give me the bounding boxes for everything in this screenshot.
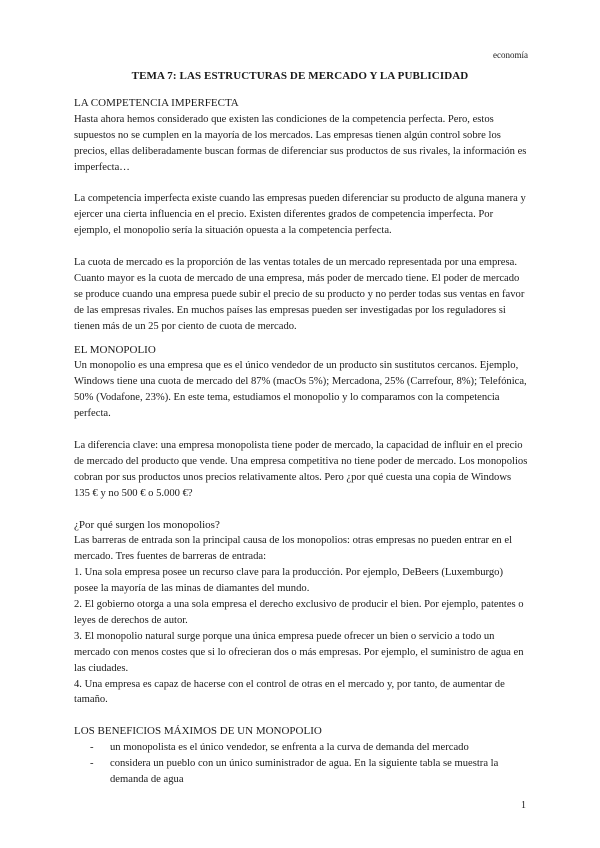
document-title: TEMA 7: LAS ESTRUCTURAS DE MERCADO Y LA PUBLICIDAD — [131, 70, 469, 82]
paragraph: La cuota de mercado es la proporción de las ventas totales de un mercado representada por una empresa. Cuanto mayor es la cuota de mercado de una empresa, más poder de mercado tiene. El poder de mercado se produce cuando una empresa puede subir el precio de su producto y no perder todas sus ventas en favor de las empresas rivales. En muchos países las empresas pueden ser investigadas por los reguladores si tienen más de un 25 por ciento de cuota de mercado. — [74, 257, 525, 332]
section-heading-surgen: ¿Por qué surgen los monopolios? — [74, 518, 220, 531]
section-heading-beneficios: LOS BENEFICIOS MÁXIMOS DE UN MONOPOLIO — [74, 725, 322, 738]
list-item: 2. El gobierno otorga a una sola empresa el derecho exclusivo de producir el bien. Por ejemplo, patentes o leyes de derechos de autor. — [74, 599, 524, 626]
page-number: 1 — [521, 800, 526, 811]
list-item: - considera un pueblo con un único suministrador de agua. En la siguiente tabla se muestra la demanda de agua — [74, 756, 528, 788]
subject-header: economía — [493, 50, 528, 60]
section-heading-monopolio: EL MONOPOLIO — [74, 343, 156, 356]
list-item: 1. Una sola empresa posee un recurso clave para la producción. Por ejemplo, DeBeers (Luxemburgo) posee la mayoría de las minas de diamantes del mundo. — [74, 567, 503, 595]
section-heading-competencia: LA COMPETENCIA IMPERFECTA — [74, 97, 239, 109]
paragraph: Las barreras de entrada son la principal causa de los monopolios: otras empresas no pueden entrar en el mercado. Tres fuentes de barreras de entrada: — [74, 535, 513, 563]
list-item: - un monopolista es el único vendedor, se enfrenta a la curva de demanda del mercado — [74, 740, 528, 756]
bullet-list — [74, 740, 528, 788]
paragraph: Hasta ahora hemos considerado que existen las condiciones de la competencia perfecta. Pero, estos supuestos no se cumplen en la mayoría de los mercados. Las empresas tienen algún control sobre los precios, ellas deliberadamente buscan formas de diferenciar sus productos de sus rivales, la información es imperfecta… — [74, 113, 527, 173]
list-item: 3. El monopolio natural surge porque una única empresa puede ofrecer un bien o servicio a todo un mercado con menos costes que si lo ofrecieran dos o más empresas. Por ejemplo, el suministro de agua en las ciudades. — [74, 630, 524, 674]
list-item: 4. Una empresa es capaz de hacerse con el control de otras en el mercado y, por tanto, de aumentar de tamaño. — [74, 678, 505, 706]
paragraph: La competencia imperfecta existe cuando las empresas pueden diferenciar su producto de alguna manera y ejercer una cierta influencia en el precio. Existen diferentes grados de competencia imperfecta. Por ejemplo, el monopolio sería la situación opuesta a la competencia perfecta. — [74, 193, 526, 237]
paragraph: Un monopolio es una empresa que es el único vendedor de un producto sin sustitutos cercanos. Ejemplo, Windows tiene una cuota de mercado del 87% (macOs 5%); Mercadona, 25% (Carrefour, 8%); Telefónica, 50% (Vodafone, 23%). En este tema, estudiamos el monopolio y lo comparamos con la competencia perfecta. — [74, 360, 527, 420]
paragraph: La diferencia clave: una empresa monopolista tiene poder de mercado, la capacidad de influir en el precio de mercado del producto que vende. Una empresa competitiva no tiene poder de mercado. Los monopolios cobran por sus productos unos precios relativamente altos. Pero ¿por qué cuesta una copia de Windows 135 € y no 500 € o 5.000 €? — [74, 439, 528, 499]
document-body — [74, 96, 528, 788]
